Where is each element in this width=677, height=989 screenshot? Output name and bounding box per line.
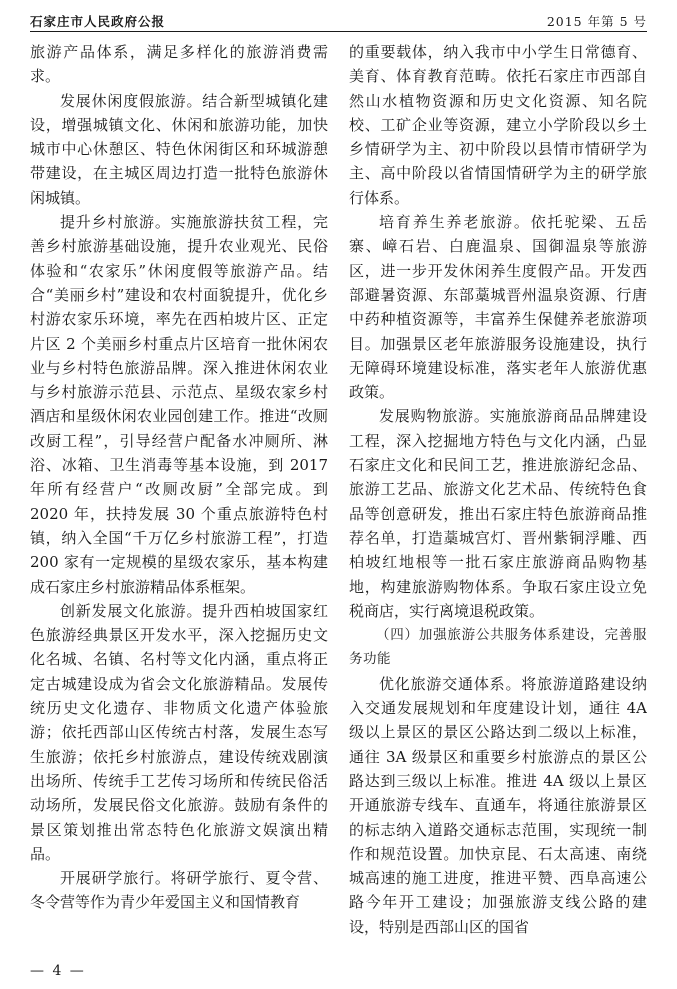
right-column: [349, 40, 647, 965]
header-rule: [30, 31, 647, 32]
paragraph: 开展研学旅行。将研学旅行、夏令营、冬令营等作为青少年爱国主义和国情教育: [30, 869, 328, 912]
paragraph: 的重要载体，纳入我市中小学生日常德育、美育、体育教育范畴。依托石家庄市西部自然山水植物资源和历史文化资源、知名院校、工矿企业等资源，建立小学阶段以乡土乡情研学为主、初中阶段以县情市情研学为主、高中阶段以省情国情研学为主的研学旅行体系。: [349, 43, 647, 207]
left-column: [30, 40, 328, 965]
section-subheading: （四）加强旅游公共服务体系建设，完善服务功能: [349, 627, 647, 668]
paragraph: 发展休闲度假旅游。结合新型城镇化建设，增强城镇文化、休闲和旅游功能，加快城市中心休憩区、特色休闲街区和环城游憩带建设，在主城区周边打造一批特色旅游休闲城镇。: [30, 91, 328, 207]
paragraph: 培育养生养老旅游。依托驼梁、五岳寨、嶂石岩、白鹿温泉、国御温泉等旅游区，进一步开发休闲养生度假产品。开发西部避暑资源、东部藁城晋州温泉资源、行唐中药种植资源等，丰富养生保健养老旅游项目。加强景区老年旅游服务设施建设，执行无障碍环境建设标准，落实老年人旅游优惠政策。: [349, 213, 647, 402]
paragraph: 优化旅游交通体系。将旅游道路建设纳入交通发展规划和年度建设计划，通往 4A 级以上景区的景区公路达到二级以上标准，通往 3A 级景区和重要乡村旅游点的景区公路达到三级以上标准。推进 4A 级以上景区开通旅游专线车、直通车，将通往旅游景区的标志纳入道路交通标志范围，实现统一制作和规范设置。加快京昆、石太高速、南绕城高速的施工进度，推进平赞、西阜高速公路今年开工建设；加强旅游支线公路的建设，特别是西部山区的国省: [349, 674, 647, 936]
paragraph: 创新发展文化旅游。提升西柏坡国家红色旅游经典景区开发水平，深入挖掘历史文化名城、名镇、名村等文化内涵，重点将正定古城建设成为省会文化旅游精品。发展传统历史文化遗存、非物质文化遗产体验旅游；依托西部山区传统古村落，发展生态写生旅游；依托乡村旅游点，建设传统戏剧演出场所、传统手工艺传习场所和传统民俗活动场所，发展民俗文化旅游。鼓励有条件的景区策划推出常态特色化旅游文娱演出精品。: [30, 601, 328, 863]
gazette-title: 石家庄市人民政府公报: [30, 14, 166, 29]
page-number: — 4 —: [30, 963, 86, 979]
paragraph: 提升乡村旅游。实施旅游扶贫工程，完善乡村旅游基础设施，提升农业观光、民俗体验和“农家乐”休闲度假等旅游产品。结合“美丽乡村”建设和农村面貌提升，优化乡村游农家乐环境，率先在西柏坡片区、正定片区 2 个美丽乡村重点片区培育一批休闲农业与乡村特色旅游品牌。深入推进休闲农业与乡村旅游示范县、示范点、星级农家乡村酒店和星级休闲农业园创建工作。推进“改厕改厨工程”，引导经营户配备水冲厕所、淋浴、冰箱、卫生消毒等基本设施，到 2017 年所有经营户“改厕改厨”全部完成。到 2020 年，扶持发展 30 个重点旅游特色村镇，纳入全国“千万亿乡村旅游工程”，打造 200 家有一定规模的星级农家乐，基本构建成石家庄乡村旅游精品体系框架。: [30, 213, 328, 596]
paragraph: 发展购物旅游。实施旅游商品品牌建设工程，深入挖掘地方特色与文化内涵，凸显石家庄文化和民间工艺，推进旅游纪念品、旅游工艺品、旅游文化艺术品、传统特色食品等创意研发，推出石家庄特色旅游商品推荐名单，打造藁城宫灯、晋州紫铜浮雕、西柏坡红地根等一批石家庄旅游商品购物基地，构建旅游购物体系。争取石家庄设立免税商店，实行离境退税政策。: [349, 407, 647, 620]
paragraph: 旅游产品体系，满足多样化的旅游消费需求。: [30, 43, 328, 86]
issue-number: 2015 年第 5 号: [546, 14, 647, 29]
